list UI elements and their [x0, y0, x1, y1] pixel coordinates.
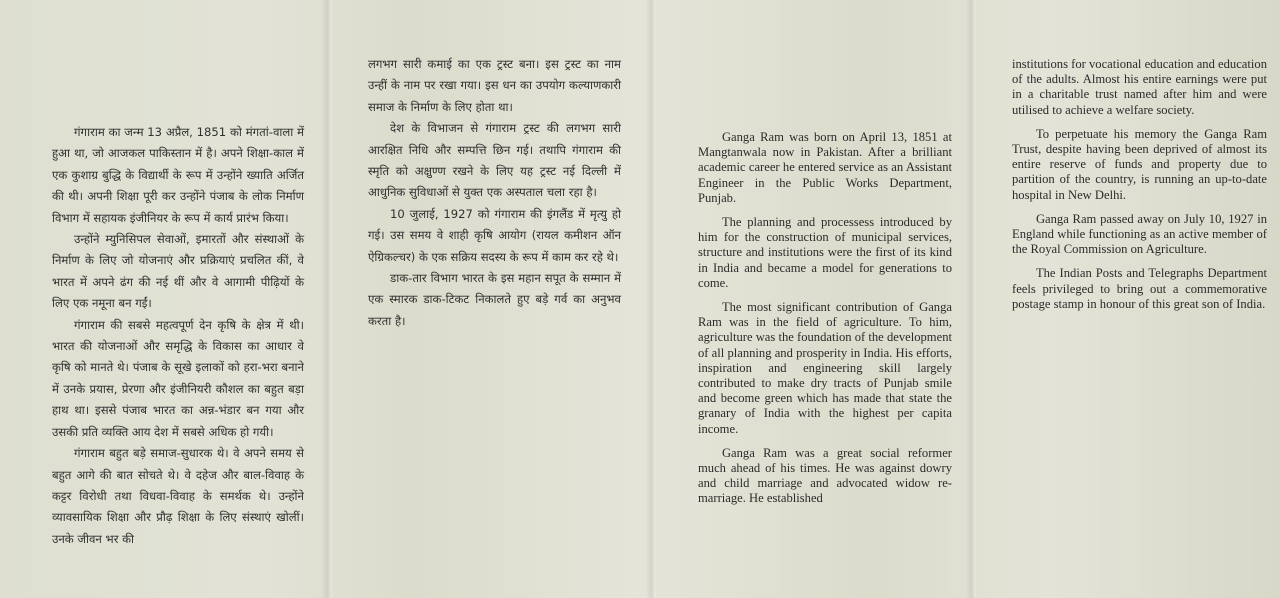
hindi-column-2 [368, 54, 621, 332]
paragraph: डाक-तार विभाग भारत के इस महान सपूत के सम्मान में एक स्मारक डाक-टिकट निकालते हुए बड़े गर्व का अनुभव करता है। [368, 271, 621, 328]
fold-line [322, 0, 332, 598]
fold-line [646, 0, 656, 598]
paragraph: लगभग सारी कमाई का एक ट्रस्ट बना। इस ट्रस्ट का नाम उन्हीं के नाम पर रखा गया। इस धन का उपयोग कल्याणकारी समाज के निर्माण के लिए होता था। [368, 57, 621, 114]
english-column-1 [698, 130, 952, 516]
hindi-column-1 [52, 122, 304, 550]
paragraph: The most significant contribution of Ganga Ram was in the field of agriculture. To him, agriculture was the foundation of the development of all planning and prosperity in India. His efforts, inspiration and engineering skill largely contributed to make dry tracts of Punjab smile and become green which has made that state the granary of India with the highest per capita income. [698, 300, 952, 436]
paragraph: गंगाराम का जन्म 13 अप्रैल, 1851 को मंगतां-वाला में हुआ था, जो आजकल पाकिस्तान में है। अपने शिक्षा-काल में एक कुशाग्र बुद्धि के विद्यार्थी के रूप में उन्होंने ख्याति अर्जित की थी। अपनी शिक्षा पूरी कर उन्होंने पंजाब के लोक निर्माण विभाग में सहायक इंजीनियर के रूप में कार्य प्रारंभ किया। [52, 125, 304, 225]
paragraph: गंगाराम बहुत बड़े समाज-सुधारक थे। वे अपने समय से बहुत आगे की बात सोचते थे। वे दहेज और बाल-विवाह के कट्टर विरोधी तथा विधवा-विवाह के समर्थक थे। उन्होंने व्यावसायिक शिक्षा और प्रौढ़ शिक्षा के लिए संस्थाएं खोलीं। उनके जीवन भर की [52, 446, 304, 546]
english-column-2 [1012, 57, 1267, 321]
paragraph: Ganga Ram was born on April 13, 1851 at Mangtanwala now in Pakistan. After a brilliant academic career he entered service as an Assistant Engineer in the Public Works Department, Punjab. [698, 130, 952, 205]
paragraph: Ganga Ram was a great social reformer much ahead of his times. He was against dowry and child marriage and advocated widow re-marriage. He established [698, 445, 952, 506]
paragraph: The planning and processess introduced by him for the construction of municipal services, structure and institutions were the first of its kind in India and became a model for generations to come. [698, 215, 952, 290]
paragraph: institutions for vocational education and education of the adults. Almost his entire earnings were put in a charitable trust named after him and were utilised to achieve a welfare society. [1012, 57, 1267, 117]
paragraph: देश के विभाजन से गंगाराम ट्रस्ट की लगभग सारी आरक्षित निधि और सम्पत्ति छिन गई। तथापि गंगाराम की स्मृति को अक्षुण्ण रखने के लिए यह ट्रस्ट नई दिल्ली में आधुनिक सुविधाओं से युक्त एक अस्पताल चला रहा है। [368, 121, 621, 200]
paragraph: To perpetuate his memory the Ganga Ram Trust, despite having been deprived of almost its entire reserve of funds and property due to partition of the country, is running an up-to-date hospital in New Delhi. [1012, 126, 1267, 202]
paragraph: Ganga Ram passed away on July 10, 1927 in England while functioning as an active member of the Royal Commission on Agriculture. [1012, 211, 1267, 257]
paragraph: The Indian Posts and Telegraphs Department feels privileged to bring out a commemorative postage stamp in honour of this great son of India. [1012, 266, 1267, 311]
paragraph: गंगाराम की सबसे महत्वपूर्ण देन कृषि के क्षेत्र में थी। भारत की योजनाओं और समृद्धि के विकास का आधार वे कृषि को मानते थे। पंजाब के सूखे इलाकों को हरा-भरा बनाने में उनके प्रयास, प्रेरणा और इंजीनियरी कौशल का बहुत बड़ा हाथ था। इससे पंजाब भारत का अन्न-भंडार बन गया और उसकी प्रति व्यक्ति आय देश में सबसे अधिक हो गयी। [52, 317, 304, 439]
paragraph: 10 जुलाई, 1927 को गंगाराम की इंगलैंड में मृत्यु हो गई। उस समय वे शाही कृषि आयोग (रायल कमीशन ऑन ऐग्रिकल्चर) के एक सक्रिय सदस्य के रूप में काम कर रहे थे। [368, 206, 621, 264]
fold-line [966, 0, 976, 598]
paragraph: उन्होंने म्युनिसिपल सेवाओं, इमारतों और संस्थाओं के निर्माण के लिए जो योजनाएं और प्रक्रियाएं प्रचलित कीं, वे भारत में अपने ढंग की नई थीं और वे आगामी पीढ़ियों के लिए एक नमूना बन गईं। [52, 232, 304, 311]
